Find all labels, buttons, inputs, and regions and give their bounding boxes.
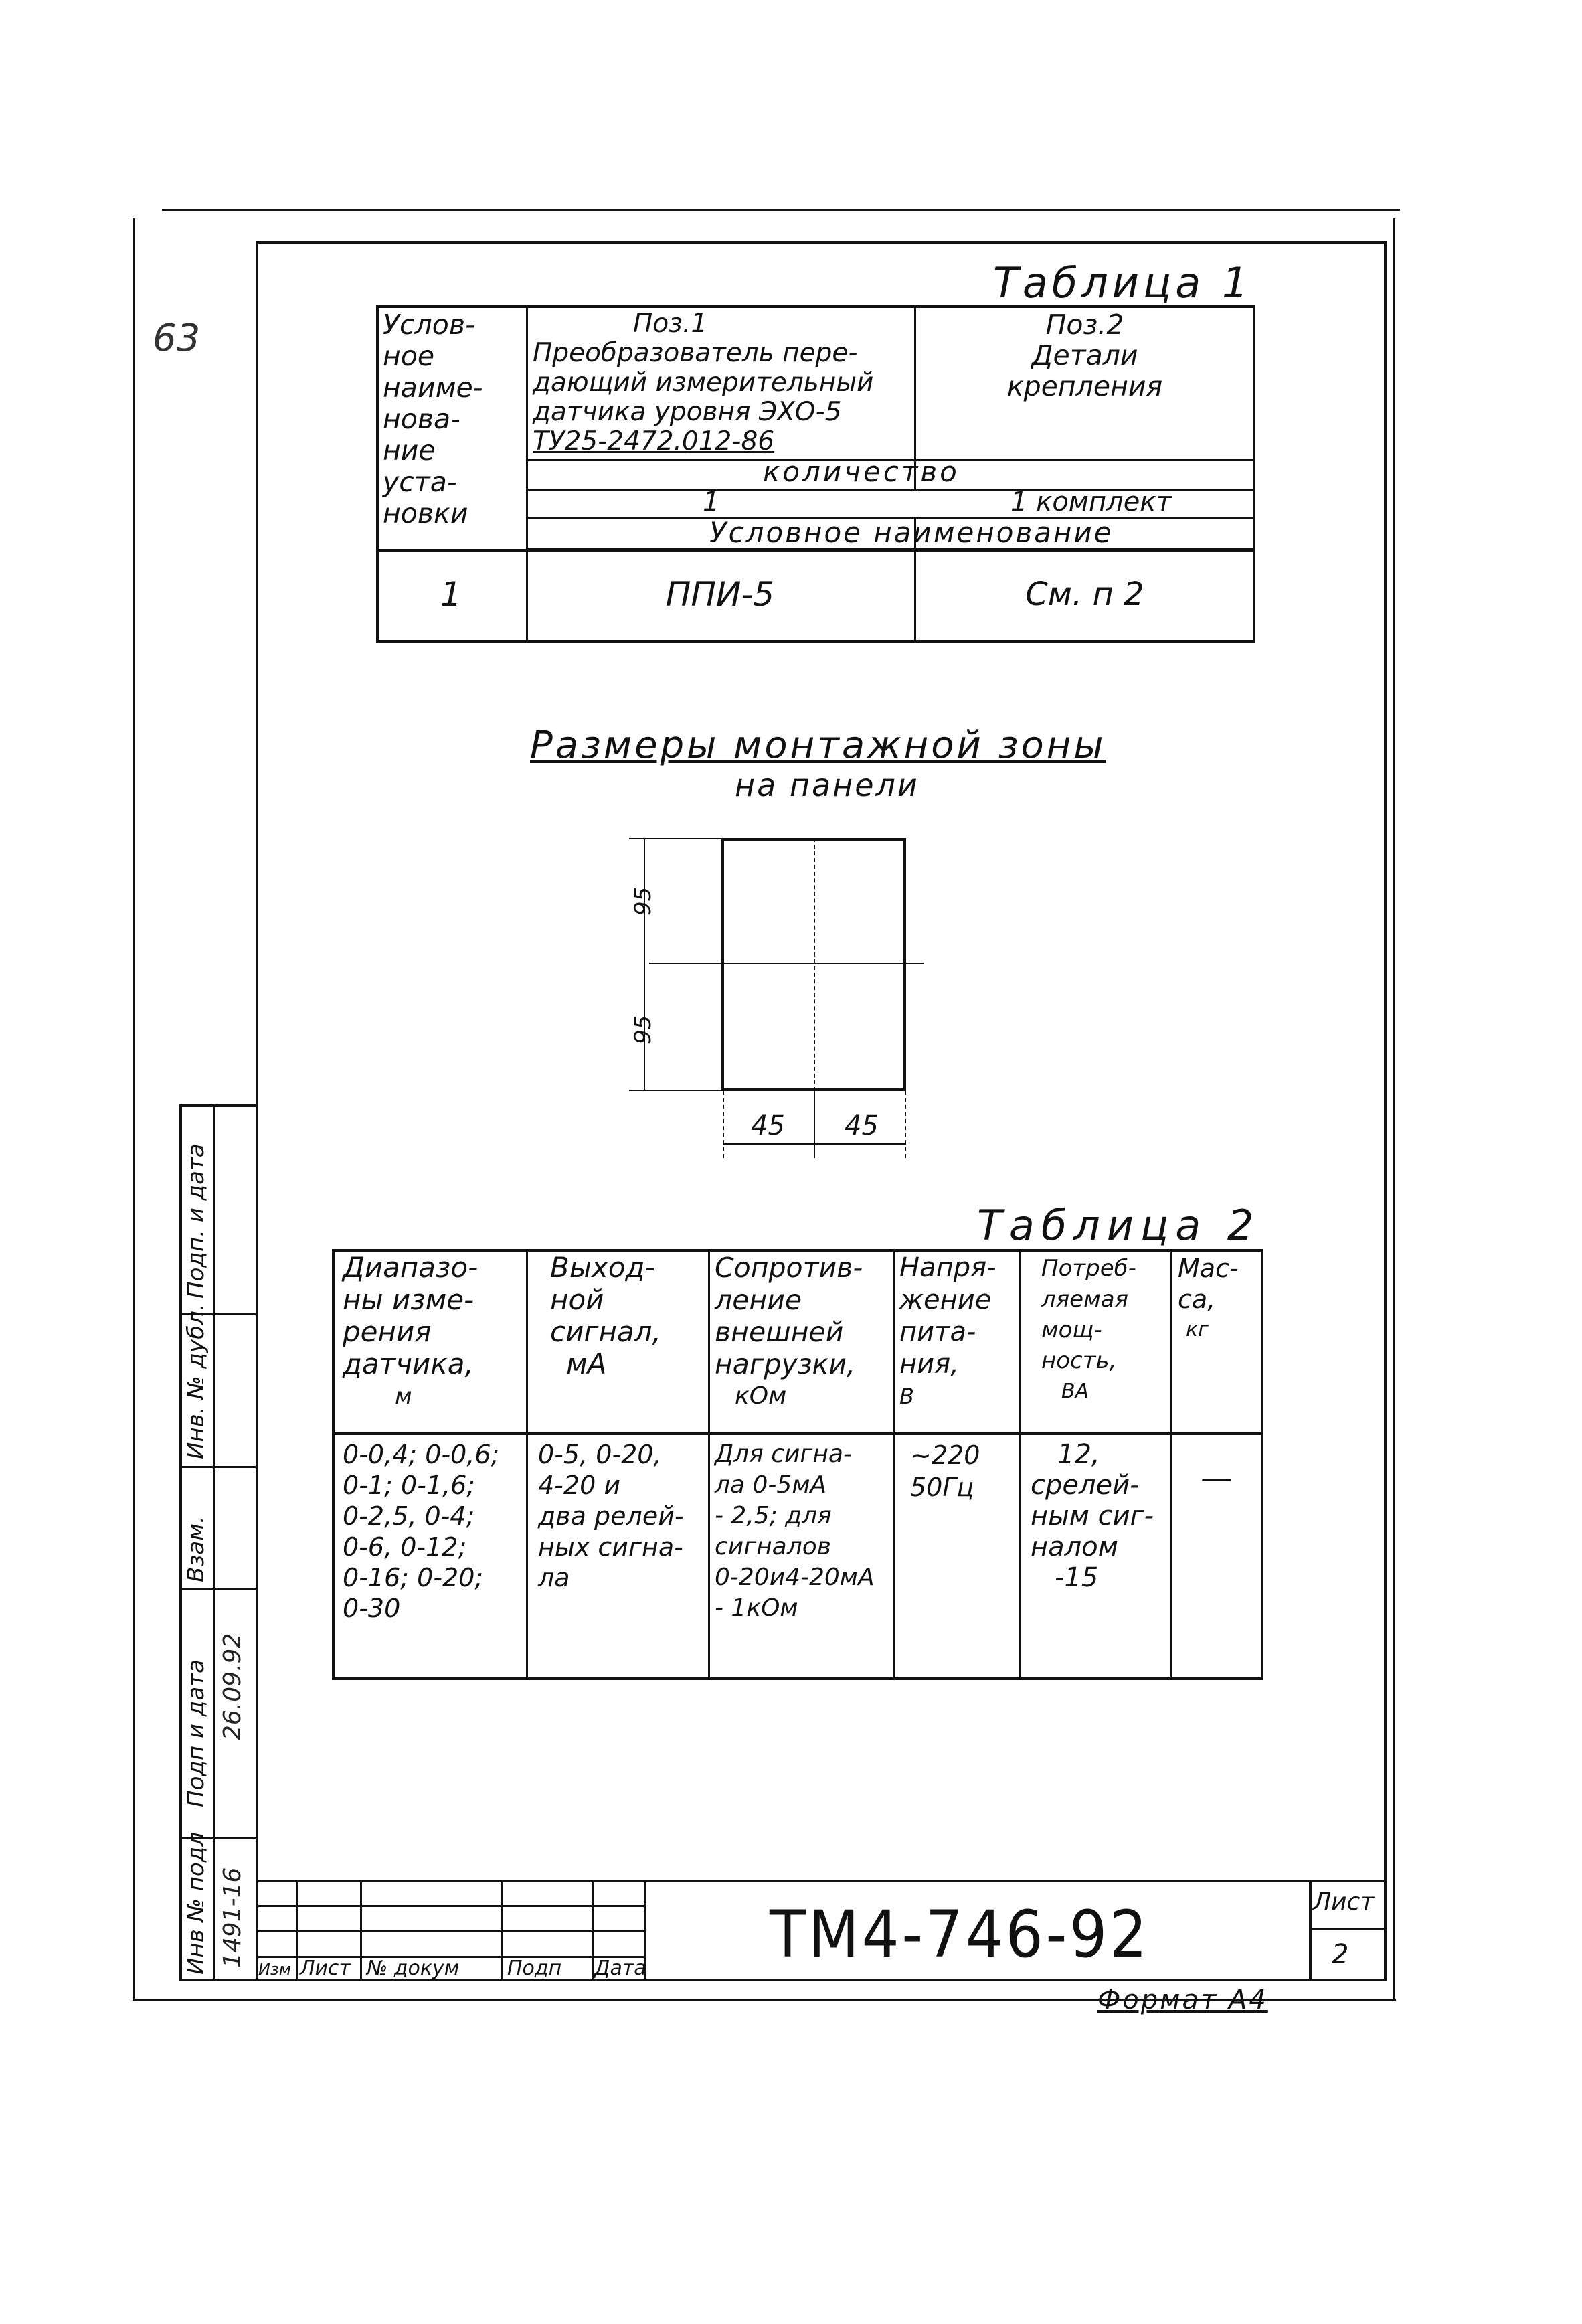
dim-ext-top bbox=[629, 838, 723, 839]
tb-col-2 bbox=[360, 1880, 362, 1981]
table2-col-div-1 bbox=[526, 1249, 528, 1680]
table2-cell-output: 0-5, 0-20, 4-20 и два релей- ных сигна- ла bbox=[538, 1440, 684, 1592]
table1-qty1: 1 bbox=[703, 487, 720, 517]
dim-ext-left bbox=[723, 1091, 724, 1158]
table1-header-bottom bbox=[376, 549, 1255, 552]
tb-col-sheet bbox=[1309, 1880, 1312, 1981]
side-label-sign-date-1: Подп. и дата bbox=[183, 1143, 209, 1299]
title-block-row2 bbox=[256, 1905, 644, 1907]
side-stamp-line-2 bbox=[179, 1466, 258, 1468]
table2-cell-load: Для сигна- ла 0-5мА - 2,5; для сигналов 0-20и4-20мА - 1кОм bbox=[715, 1440, 875, 1622]
tb-col-label-date: Дата bbox=[594, 1957, 646, 1980]
side-label-orig-inv: Инв № подл bbox=[183, 1832, 209, 1975]
side-stamp-col-divider bbox=[213, 1104, 215, 1981]
tb-sheet-divider bbox=[1309, 1928, 1387, 1930]
side-handwritten-inv: 1491-16 bbox=[219, 1867, 246, 1968]
table2-header-bottom bbox=[332, 1432, 1263, 1435]
table1-header-col1: Услов- ное наиме- нова- ние уста- новки bbox=[383, 309, 483, 529]
zone-center-h bbox=[649, 963, 924, 964]
tb-col-label-sheet: Лист bbox=[300, 1957, 351, 1980]
sheet-label: Лист bbox=[1313, 1888, 1375, 1916]
side-label-dup-inv: Инв. № дубл. bbox=[183, 1303, 209, 1459]
tb-col-1 bbox=[296, 1880, 298, 1981]
dim-ext-bottom bbox=[629, 1090, 723, 1091]
tb-col-4 bbox=[592, 1880, 594, 1981]
dim-ext-mid bbox=[814, 1091, 815, 1158]
side-label-replace: Взам. bbox=[183, 1516, 209, 1582]
table2-col-div-4 bbox=[1019, 1249, 1021, 1680]
table2-header-output: Выход- ной сигнал, мА bbox=[550, 1251, 661, 1380]
table2-cell-range: 0-0,4; 0-0,6; 0-1; 0-1,6; 0-2,5, 0-4; 0-6, 0-12; 0-16; 0-20; 0-30 bbox=[343, 1440, 500, 1623]
side-stamp-line-3 bbox=[179, 1588, 258, 1590]
table2-cell-power: 12, срелей- ным сиг- налом -15 bbox=[1031, 1439, 1154, 1593]
title-block-mid bbox=[256, 1930, 644, 1932]
table1-quantity-label: количество bbox=[763, 455, 960, 488]
dim-ext-right bbox=[905, 1091, 906, 1158]
sheet-number: 2 bbox=[1332, 1939, 1349, 1970]
table1-pos2-cell: Поз.2 Детали крепления bbox=[1006, 309, 1163, 402]
tb-col-label-docnum: № докум bbox=[367, 1957, 460, 1980]
dim-h1-label: 45 bbox=[751, 1110, 785, 1141]
table1-name-label: Условное наименование bbox=[709, 516, 1114, 549]
table2-header-mass: Мас- са, кг bbox=[1178, 1254, 1239, 1341]
tb-col-label-rev: Изм bbox=[258, 1960, 291, 1979]
outer-trim-left bbox=[133, 218, 135, 1999]
table1-row-num: 1 bbox=[440, 575, 462, 614]
outer-trim-top bbox=[162, 209, 1400, 211]
table2-header-range: Диапазо- ны изме- рения датчика, м bbox=[343, 1251, 478, 1410]
side-label-sign-date-2: Подп и дата bbox=[183, 1659, 209, 1807]
table2-header-power: Потреб- ляемая мощ- ность, ВА bbox=[1041, 1255, 1136, 1403]
zone-title: Размеры монтажной зоны bbox=[530, 724, 1106, 767]
outer-trim-right bbox=[1393, 218, 1395, 1999]
table2-cell-voltage: ~220 50Гц bbox=[910, 1440, 980, 1502]
table2-col-div-2 bbox=[708, 1249, 710, 1680]
table1-row-name2: См. п 2 bbox=[1025, 576, 1144, 613]
table2-header-load: Сопротив- ление внешней нагрузки, кОм bbox=[715, 1252, 863, 1410]
table1-row-name1: ППИ-5 bbox=[665, 575, 775, 614]
page-mark: 63 bbox=[153, 317, 201, 360]
table2-cell-mass: — bbox=[1201, 1459, 1233, 1497]
dim-line-h bbox=[723, 1143, 906, 1145]
table2-caption: Таблица 2 bbox=[977, 1201, 1261, 1250]
tb-col-3 bbox=[501, 1880, 503, 1981]
table1-caption: Таблица 1 bbox=[993, 258, 1253, 307]
zone-center-v bbox=[814, 838, 815, 1091]
table2-header-voltage: Напря- жение пита- ния, В bbox=[899, 1252, 996, 1409]
table2-col-div-3 bbox=[893, 1249, 895, 1680]
document-designation: ТМ4-746-92 bbox=[770, 1897, 1150, 1972]
title-block-top bbox=[256, 1880, 1387, 1882]
table1-qty2: 1 комплект bbox=[1010, 487, 1172, 517]
dim-v1-label: 95 bbox=[630, 886, 656, 916]
zone-subtitle: на панели bbox=[735, 767, 919, 803]
dim-line-v bbox=[644, 838, 645, 1091]
tb-col-label-sign: Подп bbox=[507, 1957, 562, 1980]
table1-pos1-cell: Поз.1 Преобразователь пере- дающий измерительный датчика уровня ЭХО-5 ТУ25-2472.012-86 bbox=[533, 309, 874, 456]
side-handwritten-date: 26.09.92 bbox=[219, 1633, 246, 1740]
dim-v2-label: 95 bbox=[630, 1015, 656, 1044]
dim-h2-label: 45 bbox=[845, 1110, 879, 1141]
format-label: Формат А4 bbox=[1097, 1985, 1268, 2015]
